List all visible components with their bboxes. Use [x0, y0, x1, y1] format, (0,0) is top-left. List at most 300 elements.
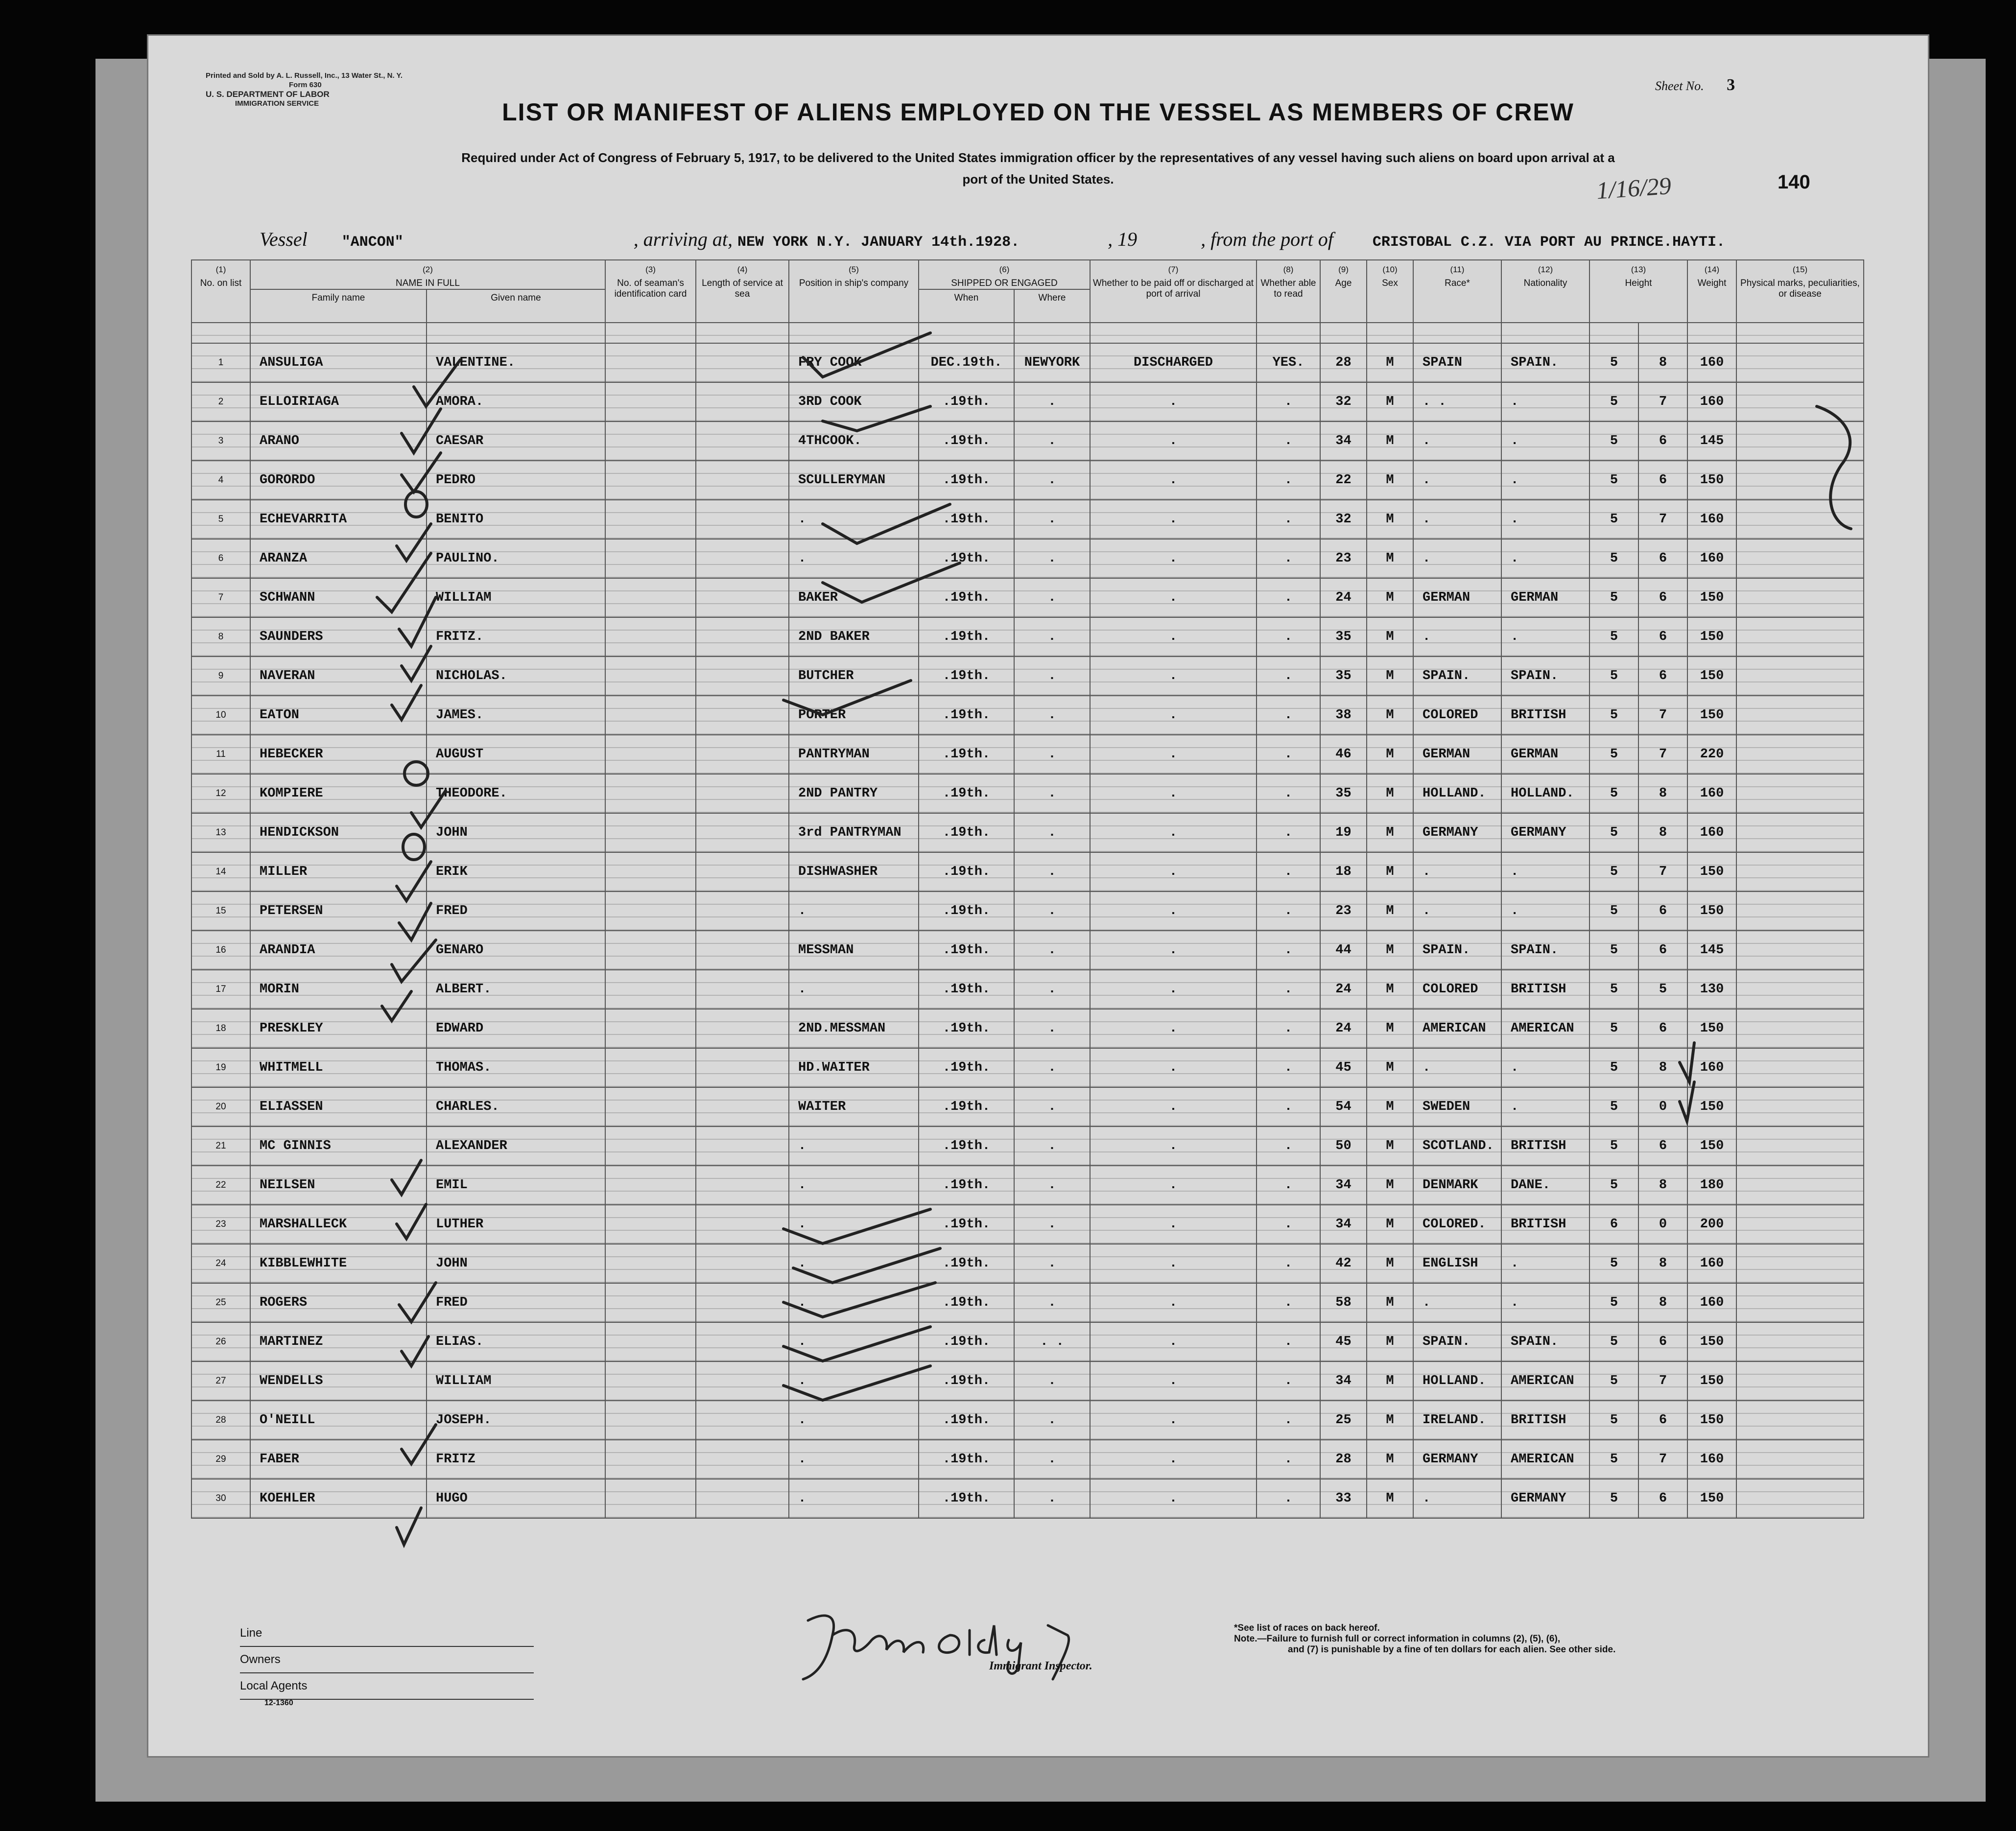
cell-sex: M [1367, 1401, 1413, 1440]
cell-id-card [605, 1479, 696, 1518]
cell-position: 2ND.MESSMAN [789, 1009, 919, 1048]
cell-race: COLORED. [1413, 1205, 1501, 1244]
cell-service-length [696, 892, 789, 931]
cell-physical-marks [1736, 343, 1864, 382]
cell-age: 24 [1320, 1009, 1367, 1048]
cell-race: GERMANY [1413, 1440, 1501, 1479]
cell-height-feet: 5 [1589, 657, 1638, 696]
cell-paid-off: . [1090, 1087, 1257, 1127]
cell-list-number: 13 [191, 813, 250, 852]
cell-able-to-read: . [1257, 1362, 1320, 1401]
cell-given-name: ELIAS. [427, 1322, 605, 1362]
table-row [191, 1440, 1864, 1479]
cell-race: . . [1413, 382, 1501, 422]
cell-given-name: THEODORE. [427, 774, 605, 813]
cell-family-name: WHITMELL [250, 1048, 427, 1087]
cell-age: 34 [1320, 422, 1367, 461]
col-header-position: (5) Position in ship's company [789, 260, 919, 323]
cell-able-to-read: . [1257, 578, 1320, 617]
table-row [191, 970, 1864, 1009]
cell-shipped-where: . [1014, 382, 1090, 422]
cell-id-card [605, 735, 696, 774]
cell-able-to-read: . [1257, 1048, 1320, 1087]
col-header-when: When [919, 289, 1014, 323]
cell-weight: 150 [1687, 657, 1736, 696]
cell-list-number: 26 [191, 1322, 250, 1362]
cell-position: HD.WAITER [789, 1048, 919, 1087]
cell-height-feet: 5 [1589, 578, 1638, 617]
local-agents-field: Local Agents [240, 1673, 534, 1700]
cell-sex: M [1367, 970, 1413, 1009]
cell-weight: 150 [1687, 617, 1736, 657]
arriving-value: NEW YORK N.Y. JANUARY 14th.1928. [737, 234, 1020, 251]
cell-service-length [696, 539, 789, 578]
cell-list-number: 17 [191, 970, 250, 1009]
cell-paid-off: . [1090, 617, 1257, 657]
cell-given-name: GENARO [427, 931, 605, 970]
cell-height-inches: 6 [1638, 461, 1687, 500]
cell-physical-marks [1736, 1362, 1864, 1401]
cell-position: . [789, 539, 919, 578]
cell-height-inches: 8 [1638, 774, 1687, 813]
cell-height-inches: 6 [1638, 422, 1687, 461]
cell-family-name: PRESKLEY [250, 1009, 427, 1048]
cell-height-feet: 6 [1589, 1205, 1638, 1244]
form-number: Form 630 [289, 81, 322, 89]
cell-shipped-where: . [1014, 852, 1090, 892]
cell-age: 34 [1320, 1362, 1367, 1401]
cell-shipped-when: .19th. [919, 382, 1014, 422]
cell-race: SPAIN. [1413, 657, 1501, 696]
cell-given-name: JAMES. [427, 696, 605, 735]
cell-sex: M [1367, 852, 1413, 892]
cell-shipped-when: .19th. [919, 657, 1014, 696]
cell-able-to-read: . [1257, 657, 1320, 696]
cell-id-card [605, 852, 696, 892]
cell-physical-marks [1736, 1322, 1864, 1362]
cell-family-name: MARTINEZ [250, 1322, 427, 1362]
cell-family-name: ELIASSEN [250, 1087, 427, 1127]
year-label: , 19 [1108, 228, 1138, 250]
cell-given-name: PAULINO. [427, 539, 605, 578]
blank-row [191, 323, 1864, 343]
cell-weight: 160 [1687, 813, 1736, 852]
cell-shipped-when: .19th. [919, 1322, 1014, 1362]
cell-sex: M [1367, 578, 1413, 617]
cell-physical-marks [1736, 735, 1864, 774]
cell-height-feet: 5 [1589, 422, 1638, 461]
cell-sex: M [1367, 1362, 1413, 1401]
cell-nationality: BRITISH [1501, 970, 1589, 1009]
cell-shipped-when: .19th. [919, 1244, 1014, 1283]
cell-age: 28 [1320, 1440, 1367, 1479]
cell-list-number: 28 [191, 1401, 250, 1440]
cell-age: 35 [1320, 657, 1367, 696]
cell-nationality: . [1501, 1087, 1589, 1127]
cell-list-number: 9 [191, 657, 250, 696]
cell-able-to-read: . [1257, 970, 1320, 1009]
cell-height-inches: 8 [1638, 1283, 1687, 1322]
cell-able-to-read: . [1257, 813, 1320, 852]
cell-id-card [605, 1362, 696, 1401]
cell-age: 38 [1320, 696, 1367, 735]
cell-height-inches: 8 [1638, 343, 1687, 382]
cell-nationality: . [1501, 617, 1589, 657]
cell-shipped-when: .19th. [919, 1205, 1014, 1244]
cell-physical-marks [1736, 774, 1864, 813]
cell-shipped-where: . [1014, 892, 1090, 931]
cell-sex: M [1367, 892, 1413, 931]
cell-given-name: EMIL [427, 1166, 605, 1205]
cell-nationality: . [1501, 500, 1589, 539]
cell-weight: 145 [1687, 931, 1736, 970]
cell-nationality: SPAIN. [1501, 931, 1589, 970]
cell-age: 19 [1320, 813, 1367, 852]
cell-age: 44 [1320, 931, 1367, 970]
cell-paid-off: . [1090, 735, 1257, 774]
cell-given-name: HUGO [427, 1479, 605, 1518]
cell-service-length [696, 1401, 789, 1440]
cell-given-name: LUTHER [427, 1205, 605, 1244]
table-row [191, 1244, 1864, 1283]
cell-paid-off: . [1090, 1127, 1257, 1166]
cell-shipped-where: . [1014, 813, 1090, 852]
cell-shipped-where: . [1014, 1087, 1090, 1127]
cell-age: 24 [1320, 970, 1367, 1009]
cell-shipped-where: . [1014, 1440, 1090, 1479]
cell-id-card [605, 461, 696, 500]
cell-able-to-read: . [1257, 382, 1320, 422]
cell-shipped-when: .19th. [919, 970, 1014, 1009]
port-value: CRISTOBAL C.Z. VIA PORT AU PRINCE.HAYTI. [1372, 234, 1725, 251]
cell-list-number: 15 [191, 892, 250, 931]
cell-shipped-where: . [1014, 657, 1090, 696]
cell-list-number: 19 [191, 1048, 250, 1087]
cell-list-number: 1 [191, 343, 250, 382]
cell-height-inches: 0 [1638, 1087, 1687, 1127]
cell-service-length [696, 422, 789, 461]
cell-age: 25 [1320, 1401, 1367, 1440]
cell-nationality: . [1501, 382, 1589, 422]
cell-shipped-when: .19th. [919, 1166, 1014, 1205]
cell-nationality: . [1501, 892, 1589, 931]
table-row [191, 657, 1864, 696]
cell-race: SPAIN. [1413, 931, 1501, 970]
required-line-2: port of the United States. [962, 172, 1114, 187]
cell-height-feet: 5 [1589, 1009, 1638, 1048]
cell-shipped-when: .19th. [919, 1362, 1014, 1401]
cell-height-feet: 5 [1589, 735, 1638, 774]
cell-shipped-where: . [1014, 1362, 1090, 1401]
cell-service-length [696, 1127, 789, 1166]
cell-age: 58 [1320, 1283, 1367, 1322]
cell-sex: M [1367, 1322, 1413, 1362]
table-row [191, 617, 1864, 657]
cell-position: 2ND PANTRY [789, 774, 919, 813]
cell-id-card [605, 1009, 696, 1048]
cell-position: DISHWASHER [789, 852, 919, 892]
cell-id-card [605, 892, 696, 931]
cell-paid-off: . [1090, 461, 1257, 500]
cell-service-length [696, 461, 789, 500]
cell-height-feet: 5 [1589, 1283, 1638, 1322]
cell-able-to-read: . [1257, 617, 1320, 657]
cell-height-inches: 7 [1638, 696, 1687, 735]
cell-family-name: MILLER [250, 852, 427, 892]
cell-height-inches: 7 [1638, 1440, 1687, 1479]
cell-position: MESSMAN [789, 931, 919, 970]
cell-height-inches: 7 [1638, 852, 1687, 892]
cell-id-card [605, 774, 696, 813]
cell-list-number: 8 [191, 617, 250, 657]
cell-list-number: 6 [191, 539, 250, 578]
table-row [191, 1205, 1864, 1244]
cell-position: FRY COOK [789, 343, 919, 382]
cell-physical-marks [1736, 500, 1864, 539]
cell-shipped-when: .19th. [919, 852, 1014, 892]
cell-id-card [605, 1322, 696, 1362]
cell-race: GERMAN [1413, 578, 1501, 617]
cell-nationality: BRITISH [1501, 1127, 1589, 1166]
cell-paid-off: . [1090, 892, 1257, 931]
cell-height-feet: 5 [1589, 1087, 1638, 1127]
cell-position: BUTCHER [789, 657, 919, 696]
cell-position: . [789, 1440, 919, 1479]
cell-weight: 160 [1687, 1244, 1736, 1283]
cell-height-feet: 5 [1589, 931, 1638, 970]
cell-paid-off: . [1090, 1322, 1257, 1362]
cell-id-card [605, 1127, 696, 1166]
cell-height-inches: 5 [1638, 970, 1687, 1009]
cell-service-length [696, 1166, 789, 1205]
cell-nationality: SPAIN. [1501, 1322, 1589, 1362]
cell-given-name: ALBERT. [427, 970, 605, 1009]
cell-race: COLORED [1413, 970, 1501, 1009]
cell-weight: 150 [1687, 1479, 1736, 1518]
cell-paid-off: . [1090, 657, 1257, 696]
cell-sex: M [1367, 1440, 1413, 1479]
cell-service-length [696, 931, 789, 970]
cell-nationality: HOLLAND. [1501, 774, 1589, 813]
cell-given-name: JOHN [427, 813, 605, 852]
cell-id-card [605, 1401, 696, 1440]
cell-physical-marks [1736, 696, 1864, 735]
cell-sex: M [1367, 1205, 1413, 1244]
cell-id-card [605, 696, 696, 735]
footer-form-number: 12-1360 [264, 1699, 293, 1707]
cell-weight: 160 [1687, 343, 1736, 382]
col-header-id-card: (3) No. of seaman's identification card [605, 260, 696, 323]
cell-shipped-where: . [1014, 1244, 1090, 1283]
cell-nationality: BRITISH [1501, 1205, 1589, 1244]
cell-sex: M [1367, 1244, 1413, 1283]
cell-paid-off: . [1090, 852, 1257, 892]
cell-physical-marks [1736, 461, 1864, 500]
cell-family-name: EATON [250, 696, 427, 735]
table-row [191, 931, 1864, 970]
cell-weight: 180 [1687, 1166, 1736, 1205]
cell-id-card [605, 1440, 696, 1479]
table-row [191, 1048, 1864, 1087]
cell-weight: 160 [1687, 382, 1736, 422]
cell-weight: 160 [1687, 539, 1736, 578]
cell-given-name: NICHOLAS. [427, 657, 605, 696]
cell-age: 24 [1320, 578, 1367, 617]
col-header-name: (2) NAME IN FULL [250, 260, 605, 289]
cell-service-length [696, 578, 789, 617]
cell-height-inches: 8 [1638, 1244, 1687, 1283]
cell-race: SPAIN [1413, 343, 1501, 382]
cell-height-feet: 5 [1589, 774, 1638, 813]
cell-weight: 150 [1687, 1127, 1736, 1166]
cell-able-to-read: . [1257, 1127, 1320, 1166]
cell-paid-off: . [1090, 696, 1257, 735]
cell-sex: M [1367, 1087, 1413, 1127]
department: U. S. DEPARTMENT OF LABOR [206, 90, 330, 99]
cell-shipped-where: NEWYORK [1014, 343, 1090, 382]
cell-id-card [605, 500, 696, 539]
cell-height-feet: 5 [1589, 382, 1638, 422]
note-line-3: and (7) is punishable by a fine of ten dollars for each alien. See other side. [1288, 1644, 1616, 1655]
cell-race: DENMARK [1413, 1166, 1501, 1205]
cell-height-feet: 5 [1589, 1127, 1638, 1166]
cell-able-to-read: . [1257, 539, 1320, 578]
cell-family-name: ROGERS [250, 1283, 427, 1322]
table-row [191, 892, 1864, 931]
cell-sex: M [1367, 382, 1413, 422]
cell-sex: M [1367, 696, 1413, 735]
cell-race: . [1413, 1479, 1501, 1518]
cell-shipped-where: . [1014, 500, 1090, 539]
col-header-nationality: (12) Nationality [1501, 260, 1589, 323]
cell-physical-marks [1736, 578, 1864, 617]
cell-shipped-where: . [1014, 1048, 1090, 1087]
required-notice [255, 147, 1822, 190]
page-stamp-number: 140 [1778, 171, 1810, 193]
cell-able-to-read: . [1257, 1322, 1320, 1362]
inspector-label: Immigrant Inspector. [989, 1660, 1092, 1672]
cell-height-inches: 7 [1638, 1362, 1687, 1401]
table-row [191, 735, 1864, 774]
cell-given-name: PEDRO [427, 461, 605, 500]
cell-physical-marks [1736, 1205, 1864, 1244]
cell-family-name: KOMPIERE [250, 774, 427, 813]
cell-family-name: HEBECKER [250, 735, 427, 774]
cell-age: 22 [1320, 461, 1367, 500]
cell-physical-marks [1736, 657, 1864, 696]
cell-weight: 160 [1687, 1440, 1736, 1479]
cell-age: 35 [1320, 774, 1367, 813]
cell-able-to-read: . [1257, 461, 1320, 500]
cell-able-to-read: . [1257, 1166, 1320, 1205]
cell-physical-marks [1736, 1166, 1864, 1205]
table-row [191, 1283, 1864, 1322]
cell-service-length [696, 1362, 789, 1401]
cell-position: . [789, 1362, 919, 1401]
cell-position: . [789, 1244, 919, 1283]
cell-sex: M [1367, 461, 1413, 500]
cell-position: . [789, 1479, 919, 1518]
cell-height-inches: 6 [1638, 617, 1687, 657]
cell-position: PANTRYMAN [789, 735, 919, 774]
cell-age: 32 [1320, 500, 1367, 539]
cell-weight: 150 [1687, 1009, 1736, 1048]
cell-id-card [605, 382, 696, 422]
cell-shipped-when: .19th. [919, 931, 1014, 970]
cell-shipped-when: DEC.19th. [919, 343, 1014, 382]
cell-sex: M [1367, 774, 1413, 813]
cell-height-inches: 6 [1638, 892, 1687, 931]
cell-given-name: WILLIAM [427, 1362, 605, 1401]
cell-height-feet: 5 [1589, 892, 1638, 931]
cell-race: GERMAN [1413, 735, 1501, 774]
cell-list-number: 10 [191, 696, 250, 735]
cell-given-name: CAESAR [427, 422, 605, 461]
cell-shipped-where: . [1014, 1283, 1090, 1322]
cell-family-name: MC GINNIS [250, 1127, 427, 1166]
cell-age: 23 [1320, 539, 1367, 578]
cell-age: 45 [1320, 1048, 1367, 1087]
col-header-read: (8) Whether able to read [1257, 260, 1320, 323]
col-header-given-name: Given name [427, 289, 605, 323]
cell-nationality: GERMANY [1501, 813, 1589, 852]
col-header-sex: (10) Sex [1367, 260, 1413, 323]
cell-list-number: 29 [191, 1440, 250, 1479]
cell-weight: 150 [1687, 1401, 1736, 1440]
cell-height-feet: 5 [1589, 539, 1638, 578]
cell-able-to-read: . [1257, 696, 1320, 735]
cell-height-inches: 6 [1638, 657, 1687, 696]
cell-service-length [696, 617, 789, 657]
header-row [191, 260, 1864, 289]
cell-race: . [1413, 1283, 1501, 1322]
cell-paid-off: . [1090, 422, 1257, 461]
cell-race: . [1413, 892, 1501, 931]
cell-shipped-when: .19th. [919, 813, 1014, 852]
cell-physical-marks [1736, 1401, 1864, 1440]
cell-shipped-where: . [1014, 1127, 1090, 1166]
cell-sex: M [1367, 1283, 1413, 1322]
cell-sex: M [1367, 1048, 1413, 1087]
cell-shipped-when: .19th. [919, 1401, 1014, 1440]
cell-position: 4THCOOK. [789, 422, 919, 461]
col-header-race: (11) Race* [1413, 260, 1501, 323]
cell-height-feet: 5 [1589, 813, 1638, 852]
cell-position: 3rd PANTRYMAN [789, 813, 919, 852]
cell-height-inches: 7 [1638, 735, 1687, 774]
cell-shipped-when: .19th. [919, 539, 1014, 578]
cell-service-length [696, 1479, 789, 1518]
cell-sex: M [1367, 1166, 1413, 1205]
cell-height-inches: 8 [1638, 813, 1687, 852]
cell-family-name: FABER [250, 1440, 427, 1479]
cell-physical-marks [1736, 892, 1864, 931]
table-row [191, 1127, 1864, 1166]
col-header-shipped: (6) SHIPPED OR ENGAGED [919, 260, 1090, 289]
cell-shipped-when: .19th. [919, 1009, 1014, 1048]
cell-service-length [696, 657, 789, 696]
cell-weight: 150 [1687, 696, 1736, 735]
cell-height-inches: 8 [1638, 1166, 1687, 1205]
cell-paid-off: . [1090, 1244, 1257, 1283]
table-row [191, 578, 1864, 617]
table-row [191, 461, 1864, 500]
cell-family-name: MORIN [250, 970, 427, 1009]
cell-sex: M [1367, 1127, 1413, 1166]
cell-list-number: 7 [191, 578, 250, 617]
cell-list-number: 22 [191, 1166, 250, 1205]
cell-family-name: KOEHLER [250, 1479, 427, 1518]
